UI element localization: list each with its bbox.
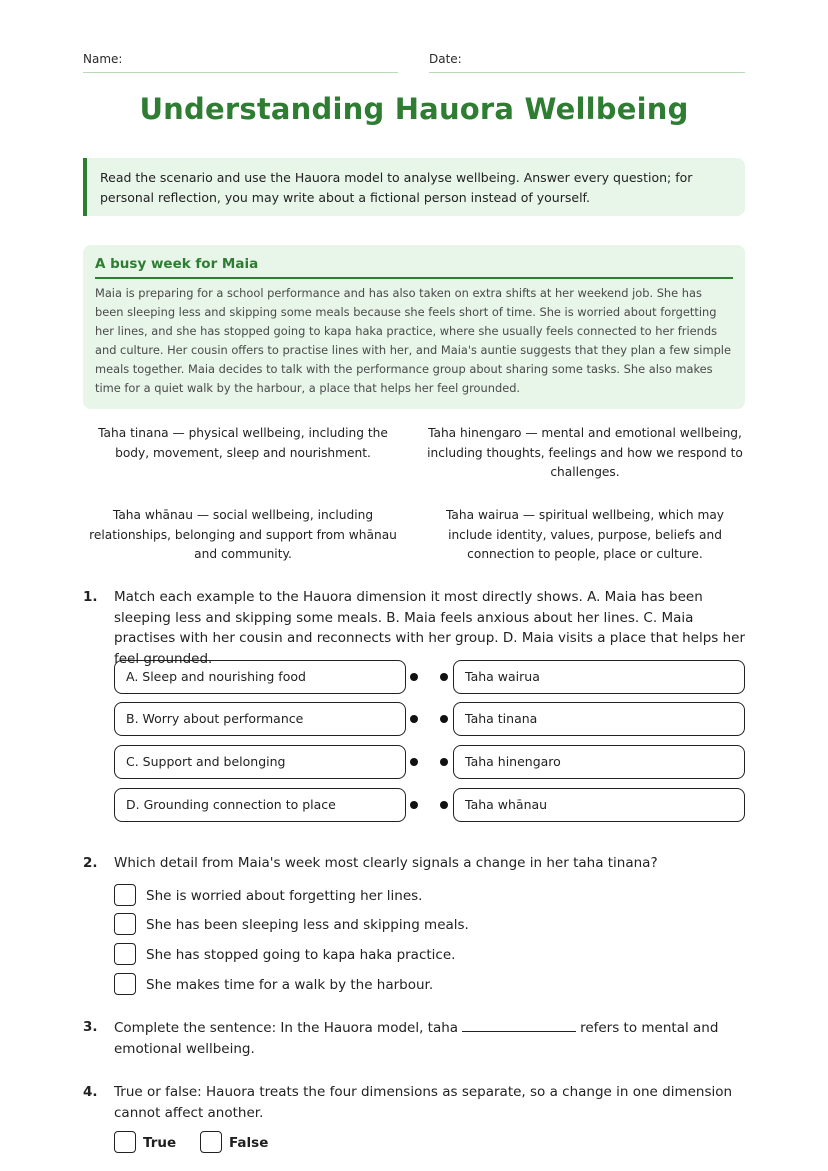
scenario-box	[83, 245, 745, 409]
match-left-b[interactable]: B. Worry about performance	[114, 702, 406, 736]
question-1	[83, 587, 745, 667]
match-right-2[interactable]: Taha tinana	[453, 702, 745, 736]
dimension-taha-whanau: Taha whānau — social wellbeing, including relationships, belonging and support from whānau and community.	[89, 508, 397, 561]
option-label: She has stopped going to kapa haka practice.	[146, 947, 456, 963]
question-text: Match each example to the Hauora dimension it most directly shows. A. Maia has been sleeping less and skipping some meals. B. Maia feels anxious about her lines. C. Maia practises with her cousin and reconnects with her group. D. Maia visits a place that helps her feel grounded.	[114, 589, 745, 667]
question-text: True or false: Hauora treats the four dimensions as separate, so a change in one dimension cannot affect another.	[114, 1084, 733, 1121]
match-left-a[interactable]: A. Sleep and nourishing food	[114, 660, 406, 694]
option-label: True	[143, 1135, 177, 1151]
option-label: She has been sleeping less and skipping meals.	[146, 917, 469, 933]
option-label: She makes time for a walk by the harbour.	[146, 977, 434, 993]
match-left-d[interactable]: D. Grounding connection to place	[114, 788, 406, 822]
question-number: 4.	[83, 1084, 98, 1100]
checkbox[interactable]	[114, 884, 136, 906]
question-text: Which detail from Maia's week most clearly signals a change in her taha tinana?	[114, 855, 658, 871]
checkbox[interactable]	[114, 973, 136, 995]
fill-blank[interactable]	[462, 1017, 576, 1032]
date-field[interactable]	[429, 52, 745, 73]
question-text-before: Complete the sentence: In the Hauora model, taha	[114, 1020, 459, 1036]
match-dot-right[interactable]	[440, 715, 448, 723]
question-text-after: refers to mental and emotional wellbeing.	[114, 1020, 719, 1057]
question-number: 3.	[83, 1019, 98, 1035]
name-date-row	[83, 52, 745, 74]
checkbox[interactable]	[114, 913, 136, 935]
match-right-1[interactable]: Taha wairua	[453, 660, 745, 694]
match-dot-left[interactable]	[410, 715, 418, 723]
question-2	[83, 853, 745, 875]
instructions-box: Read the scenario and use the Hauora model to analyse wellbeing. Answer every question; for personal reflection, you may write about a fictional person instead of yourself.	[83, 158, 745, 216]
question-number: 2.	[83, 855, 98, 871]
option-label: She is worried about forgetting her lines.	[146, 888, 423, 904]
dimension-taha-wairua: Taha wairua — spiritual wellbeing, which may include identity, values, purpose, beliefs and connection to people, place or culture.	[445, 508, 725, 561]
checkbox[interactable]	[114, 943, 136, 965]
page-title: Understanding Hauora Wellbeing	[139, 92, 689, 126]
name-field[interactable]	[83, 52, 398, 73]
dimension-taha-hinengaro: Taha hinengaro — mental and emotional wellbeing, including thoughts, feelings and how we respond to challenges.	[427, 426, 743, 479]
match-dot-right[interactable]	[440, 758, 448, 766]
question-number: 1.	[83, 589, 98, 605]
scenario-text: Maia is preparing for a school performance and has also taken on extra shifts at her weekend job. She has been sleeping less and skipping some meals because she feels short of time. She is worried about forgetting her lines, and she has stopped going to kapa haka practice, where she usually feels connected to her friends and culture. Her cousin offers to practise lines with her, and Maia's auntie suggests that they plan a few simple meals together. Maia decides to talk with the performance group about sharing some tasks. She also makes time for a quiet walk by the harbour, a place that helps her feel grounded.	[95, 286, 731, 395]
checkbox[interactable]	[114, 1131, 136, 1153]
match-dot-left[interactable]	[410, 758, 418, 766]
option-label: False	[229, 1135, 269, 1151]
match-left-c[interactable]: C. Support and belonging	[114, 745, 406, 779]
date-label: Date:	[429, 52, 462, 66]
match-right-4[interactable]: Taha whānau	[453, 788, 745, 822]
match-dot-left[interactable]	[410, 673, 418, 681]
match-dot-left[interactable]	[410, 801, 418, 809]
name-label: Name:	[83, 52, 123, 66]
dimension-taha-tinana: Taha tinana — physical wellbeing, including the body, movement, sleep and nourishment.	[98, 426, 388, 460]
match-dot-right[interactable]	[440, 673, 448, 681]
match-dot-right[interactable]	[440, 801, 448, 809]
question-text	[114, 1017, 745, 1059]
scenario-title: A busy week for Maia	[95, 256, 733, 279]
question-4	[83, 1082, 745, 1126]
checkbox[interactable]	[200, 1131, 222, 1153]
match-right-3[interactable]: Taha hinengaro	[453, 745, 745, 779]
question-3	[83, 1017, 745, 1061]
